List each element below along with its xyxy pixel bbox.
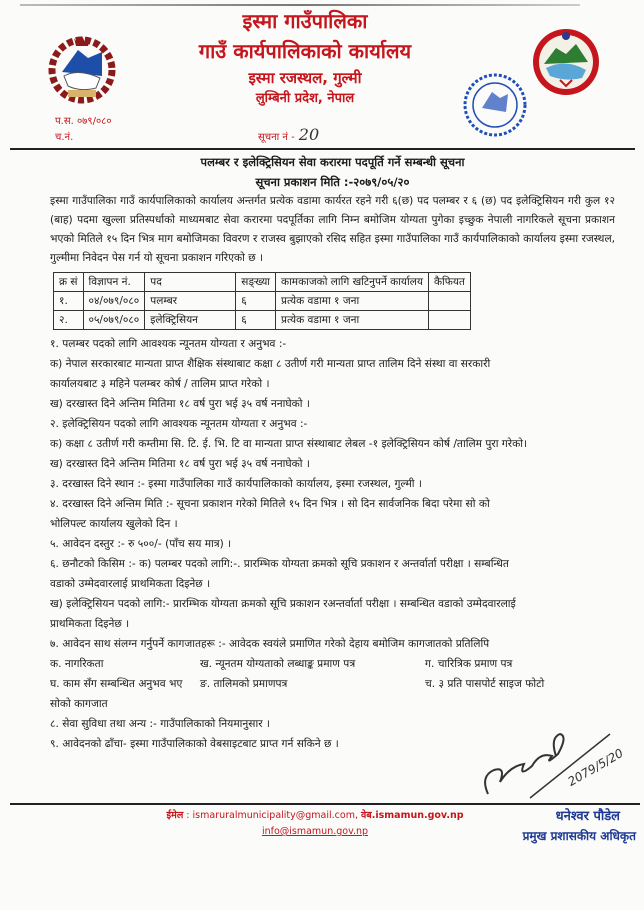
email-label: ईमेल — [166, 810, 184, 821]
cell-ad-no: ०४/०७९/०८० — [83, 292, 145, 311]
cell-office: प्रत्येक वडामा १ जना — [276, 292, 429, 311]
section-6b-line2: प्राथमिकता दिइनेछ । — [50, 618, 130, 630]
section-3: ३. दरखास्त दिने स्थान :- इस्मा गाउँपालिका गाउँ कार्यपालिकाको कार्यालय, इस्मा रजस्थल, गुल्मी । — [50, 478, 422, 490]
section-9: ९. आवेदनको ढाँचा- इस्मा गाउँपालिकाको वेबसाइटबाट प्राप्त गर्न सकिने छ । — [50, 738, 339, 750]
header-ad-no: विज्ञापन नं. — [83, 273, 145, 292]
header-office: कामकाजको लागि खटिनुपर्ने कार्यालय — [276, 273, 429, 292]
section-8: ८. सेवा सुविधा तथा अन्य :- गाउँपालिकाको नियमानुसार । — [50, 718, 270, 730]
header-count: सङ्ख्या — [236, 273, 276, 292]
header-serial: क्र सं — [54, 273, 84, 292]
notice-number — [258, 125, 319, 148]
scan-edge-line — [20, 4, 580, 6]
cell-remarks — [428, 292, 470, 311]
section-1b: ख) दरखास्त दिने अन्तिम मितिमा १८ वर्ष पुरा भई ३५ वर्ष ननाघेको । — [50, 398, 310, 410]
web-label: वेब — [361, 810, 372, 821]
signature-date: 2079/5/20 — [565, 745, 626, 789]
section-2b: ख) दरखास्त दिने अन्तिम मितिमा १८ वर्ष पुरा भई ३५ वर्ष ननाघेको । — [50, 458, 310, 470]
section-2a: क) कक्षा ८ उतीर्ण गरी कम्तीमा सि. टि. ई. भि. टि वा मान्यता प्राप्त संस्थाबाट लेबल -१ इलेक्ट्रिसियन कोर्ष /तालिम पुरा गरेको। — [50, 438, 527, 450]
cell-ad-no: ०५/०७९/०८० — [83, 311, 145, 330]
doc-citizenship: क. नागरिकता — [50, 658, 104, 670]
cell-post: पलम्बर — [145, 292, 236, 311]
cell-count: ६ — [236, 311, 276, 330]
section-1a-line2: कार्यालयबाट ३ महिने पलम्बर कोर्ष / तालिम प्राप्त गरेको । — [50, 378, 270, 390]
vacancy-table — [53, 272, 471, 330]
footer-contact: ईमेल : ismaruralmunicipality@gmail.com, वेब.ismamun.gov.np — [166, 810, 464, 821]
table-header-row — [54, 273, 471, 292]
municipality-logo-icon — [530, 24, 602, 104]
section-7: ७. आवेदन साथ संलग्न गर्नुपर्ने कागजातहरू :- आवेदक स्वयंले प्रमाणित गरेको देहाय बमोजिम कागजातको प्रतिलिपि — [50, 638, 490, 650]
publish-date: सूचना प्रकाशन मिति :-२०७९/०५/२० — [255, 175, 410, 189]
documents-list — [50, 654, 615, 714]
cell-serial: २. — [54, 311, 84, 330]
municipality-name: इस्मा गाउँपालिका — [242, 9, 368, 33]
section-1a-line1: क) नेपाल सरकारबाट मान्यता प्राप्त शैक्षिक संस्थाबाट कक्षा ८ उतीर्ण गरी मान्यता प्राप्त तालिम दिने संस्था वा सरकारी — [50, 358, 491, 370]
notice-title: पलम्बर र इलेक्ट्रिसियन सेवा करारमा पदपूर्ति गर्ने सम्बन्धी सूचना — [200, 155, 465, 169]
section-5: ५. आवेदन दस्तुर :- रु ५००/- (पाँच सय मात्र) । — [50, 538, 232, 550]
header-remarks: कैफियत — [428, 273, 470, 292]
nepal-emblem-icon — [48, 32, 116, 104]
web-link[interactable]: .ismamun.gov.np — [371, 810, 464, 821]
signer-designation: प्रमुख प्रशासकीय अधिकृत — [522, 829, 636, 843]
section-4-line1: ४. दरखास्त दिने अन्तिम मिति :- सूचना प्रकाशन गरेको मितिले १५ दिन भित्र । सो दिन सार्वजनिक बिदा परेमा सो को — [50, 498, 490, 510]
section-4-line2: भोलिपल्ट कार्यालय खुलेको दिन । — [50, 518, 178, 530]
cell-count: ६ — [236, 292, 276, 311]
table-row — [54, 311, 471, 330]
footer-divider — [10, 803, 640, 805]
email-link[interactable]: ismaruralmunicipality@gmail.com, — [192, 810, 358, 821]
office-name: गाउँ कार्यपालिकाको कार्यालय — [198, 39, 412, 63]
header-divider — [10, 148, 635, 150]
dispatch-number: च.नं. — [55, 132, 74, 143]
cell-office: प्रत्येक वडामा १ जना — [276, 311, 429, 330]
office-address: इस्मा रजस्थल, गुल्मी — [248, 69, 362, 87]
notice-number-value: 20 — [298, 125, 320, 144]
doc-training: ङ. तालिमको प्रमाणपत्र — [200, 678, 288, 690]
handwritten-signature-icon — [470, 728, 630, 800]
signer-name: धनेश्वर पौडेल — [555, 809, 620, 824]
table-row — [54, 292, 471, 311]
section-2-title: २. इलेक्ट्रिसियन पदको लागि आवश्यक न्यूनतम योग्यता र अनुभव :- — [50, 418, 308, 430]
doc-character-certificate: ग. चारित्रिक प्रमाण पत्र — [425, 658, 513, 670]
cell-serial: १. — [54, 292, 84, 311]
reference-number: प.स. ०७९/०८० — [55, 116, 112, 127]
footer-email2 — [150, 825, 480, 839]
header-post: पद — [145, 273, 236, 292]
cell-remarks — [428, 311, 470, 330]
notice-body — [50, 152, 615, 754]
doc-marksheet: ख. न्यूनतम योग्यताको लब्धाङ्क प्रमाण पत्र — [200, 658, 356, 670]
section-6b-line1: ख) इलेक्ट्रिसियन पदको लागि:- प्रारम्भिक योग्यता क्रमको सूचि प्रकाशन रअन्तर्वार्ता परीक्षा । सम्बन्धित वडाको उम्मेदवारलाई — [50, 598, 516, 610]
notice-number-label: सूचना नं - — [258, 132, 295, 143]
intro-paragraph: इस्मा गाउँपालिका गाउँ कार्यपालिकाको कार्यालय अन्तर्गत प्रत्येक वडामा कार्यरत रहने गरी ६(छ) पद पलम्बर र ६ (छ) पद इलेक्ट्रिसियन गरी कुल १२ (बाह) पदमा खुल्ला प्रतिस्पर्धाको माध्यमबाट सेवा करारमा पदपूर्तिका लागि निम्न बमोजिम योग्यता पुगेका इच्छुक नेपाली नागरिकले सूचना प्रकाशन भएको मितिले १५ दिन भित्र माग बमोजिमका विवरण र राजस्व बुझाएको रसिद सहित इस्मा गाउँपालिका गाउँ कार्यपालिकाको कार्यालय इस्मा रजस्थल, गुल्मीमा निवेदन पेस गर्न यो सूचना प्रकाशन गरिएको छ । — [50, 195, 615, 264]
section-6-line1: ६. छनौटको किसिम :- क) पलम्बर पदको लागि:-. प्रारम्भिक योग्यता क्रमको सूचि प्रकाशन र अन्तर्वार्ता परीक्षा । सम्बन्धित — [50, 558, 509, 570]
province-name: लुम्बिनी प्रदेश, नेपाल — [255, 91, 355, 106]
section-6-line2: वडाको उम्मेदवारलाई प्राथमिकता दिइनेछ । — [50, 578, 211, 590]
doc-experience: घ. काम सँग सम्बन्धित अनुभव भए सोको कागजात — [50, 678, 183, 710]
section-1-title: १. पलम्बर पदको लागि आवश्यक न्यूनतम योग्यता र अनुभव :- — [50, 338, 287, 350]
cell-post: इलेक्ट्रिसियन — [145, 311, 236, 330]
doc-photos: च. ३ प्रति पासपोर्ट साइज फोटो — [425, 678, 545, 690]
office-stamp-icon — [462, 68, 528, 142]
email2-link[interactable]: info@ismamun.gov.np — [261, 826, 369, 837]
